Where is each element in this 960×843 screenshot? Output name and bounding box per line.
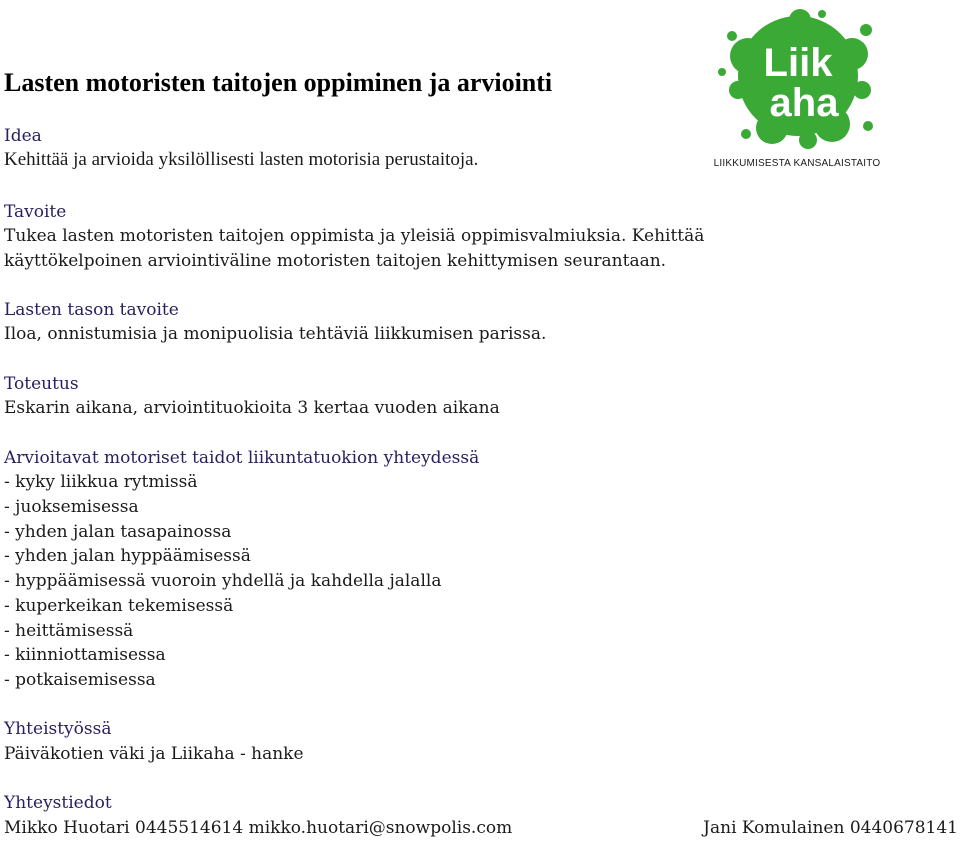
list-item: - kiinniottamisessa [4,645,166,665]
contact-left: Mikko Huotari 0445514614 mikko.huotari@snowpolis.com [4,818,513,838]
section-text-yhteistyossa: Päiväkotien väki ja Liikaha - hanke [4,744,304,764]
section-text-toteutus: Eskarin aikana, arviointituokioita 3 kertaa vuoden aikana [4,398,500,418]
section-heading-lasten-tason-tavoite: Lasten tason tavoite [4,300,179,320]
logo-tagline: LIIKKUMISESTA KANSALAISTAITO [713,158,881,169]
section-text-idea: Kehittää ja arvioida yksilöllisesti lasten motorisia perustaitoja. [4,149,479,170]
logo-name-line1: Liik [763,41,833,85]
section-text-tavoite-line1: Tukea lasten motoristen taitojen oppimista ja yleisiä oppimisvalmiuksia. Kehittää [4,226,705,246]
list-item: - kyky liikkua rytmissä [4,472,198,492]
liikaha-logo [712,6,882,176]
list-item: - yhden jalan tasapainossa [4,522,232,542]
list-item: - juoksemisessa [4,497,139,517]
section-text-tavoite-line2: käyttökelpoinen arviointiväline motoristen taitojen kehittymisen seurantaan. [4,251,667,271]
section-heading-toteutus: Toteutus [4,374,79,394]
section-heading-idea: Idea [4,126,42,146]
list-item: - potkaisemisessa [4,670,156,690]
section-text-lasten-tason-tavoite: Iloa, onnistumisia ja monipuolisia tehtäviä liikkumisen parissa. [4,324,547,344]
contact-right: Jani Komulainen 0440678141 [703,818,958,838]
section-heading-yhteistyossa: Yhteistyössä [4,719,112,739]
section-heading-tavoite: Tavoite [4,202,67,222]
section-heading-arvioitavat: Arvioitavat motoriset taidot liikuntatuokion yhteydessä [4,448,480,468]
section-heading-yhteystiedot: Yhteystiedot [4,793,112,813]
list-item: - heittämisessä [4,621,134,641]
list-item: - kuperkeikan tekemisessä [4,596,234,616]
page-title: Lasten motoristen taitojen oppiminen ja arviointi [4,68,553,97]
liikaha-logo-mark [712,6,882,176]
logo-name-line2: aha [769,81,839,125]
list-item: - hyppäämisessä vuoroin yhdellä ja kahdella jalalla [4,571,442,591]
list-item: - yhden jalan hyppäämisessä [4,546,251,566]
